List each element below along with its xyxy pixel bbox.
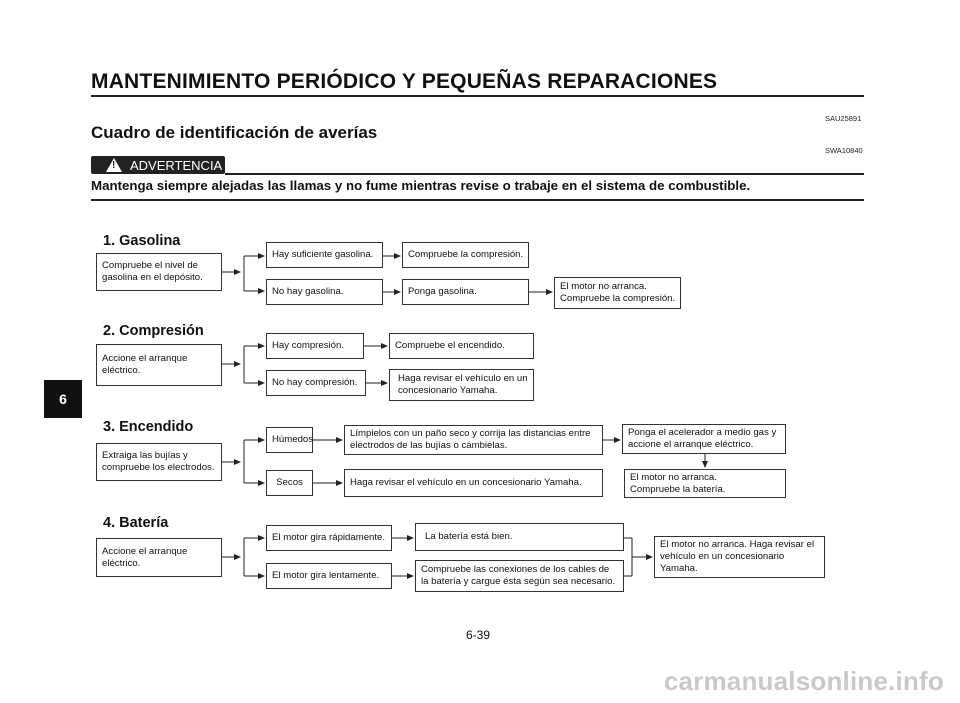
box-encendido-dry: Secos [266, 470, 313, 496]
box-encendido-dry-action: Haga revisar el vehículo en un concesionario Yamaha. [344, 469, 603, 497]
box-bateria-start: Accione el arranque eléctrico. [96, 538, 222, 577]
box-bateria-fast-action: La batería está bien. [415, 523, 624, 551]
box-compresion-start: Accione el arranque eléctrico. [96, 344, 222, 386]
box-bateria-slow: El motor gira lentamente. [266, 563, 392, 589]
heading-bateria: 4. Batería [103, 515, 169, 531]
box-encendido-wet-result: El motor no arranca. Compruebe la batería. [624, 469, 786, 498]
warning-triangle-icon: ! [106, 158, 122, 172]
box-gasolina-no: No hay gasolina. [266, 279, 383, 305]
chapter-tab: 6 [44, 380, 82, 418]
box-encendido-wet: Húmedos [266, 427, 313, 453]
box-gasolina-yes: Hay suficiente gasolina. [266, 242, 383, 268]
box-bateria-fast: El motor gira rápidamente. [266, 525, 392, 551]
box-encendido-wet-next: Ponga el acelerador a medio gas y accione el arranque eléctrico. [622, 424, 786, 454]
section-subtitle: Cuadro de identificación de averías [91, 123, 378, 142]
warning-code: SWA10840 [825, 146, 863, 155]
box-compresion-yes-action: Compruebe el encendido. [389, 333, 534, 359]
box-gasolina-no-result: El motor no arranca. Compruebe la compresión. [554, 277, 681, 309]
box-gasolina-start: Compruebe el nivel de gasolina en el depósito. [96, 253, 222, 291]
warning-label: ADVERTENCIA [130, 157, 223, 173]
warning-text: Mantenga siempre alejadas las llamas y no fume mientras revise o trabaje en el sistema de combustible. [91, 178, 751, 193]
box-compresion-no-action: Haga revisar el vehículo en un concesionario Yamaha. [389, 369, 534, 401]
heading-gasolina: 1. Gasolina [103, 233, 181, 249]
watermark: carmanualsonline.info [663, 666, 944, 696]
box-compresion-no: No hay compresión. [266, 370, 366, 396]
box-encendido-start: Extraiga las bujías y compruebe los electrodos. [96, 443, 222, 481]
box-bateria-result: El motor no arranca. Haga revisar el vehículo en un concesionario Yamaha. [654, 536, 825, 578]
page-title: MANTENIMIENTO PERIÓDICO Y PEQUEÑAS REPARACIONES [91, 70, 718, 93]
box-gasolina-yes-action: Compruebe la compresión. [402, 242, 529, 268]
box-compresion-yes: Hay compresión. [266, 333, 364, 359]
box-bateria-slow-action: Compruebe las conexiones de los cables de la batería y cargue ésta según sea necesario. [415, 560, 624, 592]
section-code: SAU25891 [825, 114, 862, 123]
box-encendido-wet-action: Límpielos con un paño seco y corrija las distancias entre electrodos de las bujías o cámbielas. [344, 425, 603, 455]
page-number: 6-39 [466, 628, 491, 642]
heading-compresion: 2. Compresión [103, 323, 204, 339]
box-gasolina-no-action: Ponga gasolina. [402, 279, 529, 305]
heading-encendido: 3. Encendido [103, 419, 194, 435]
